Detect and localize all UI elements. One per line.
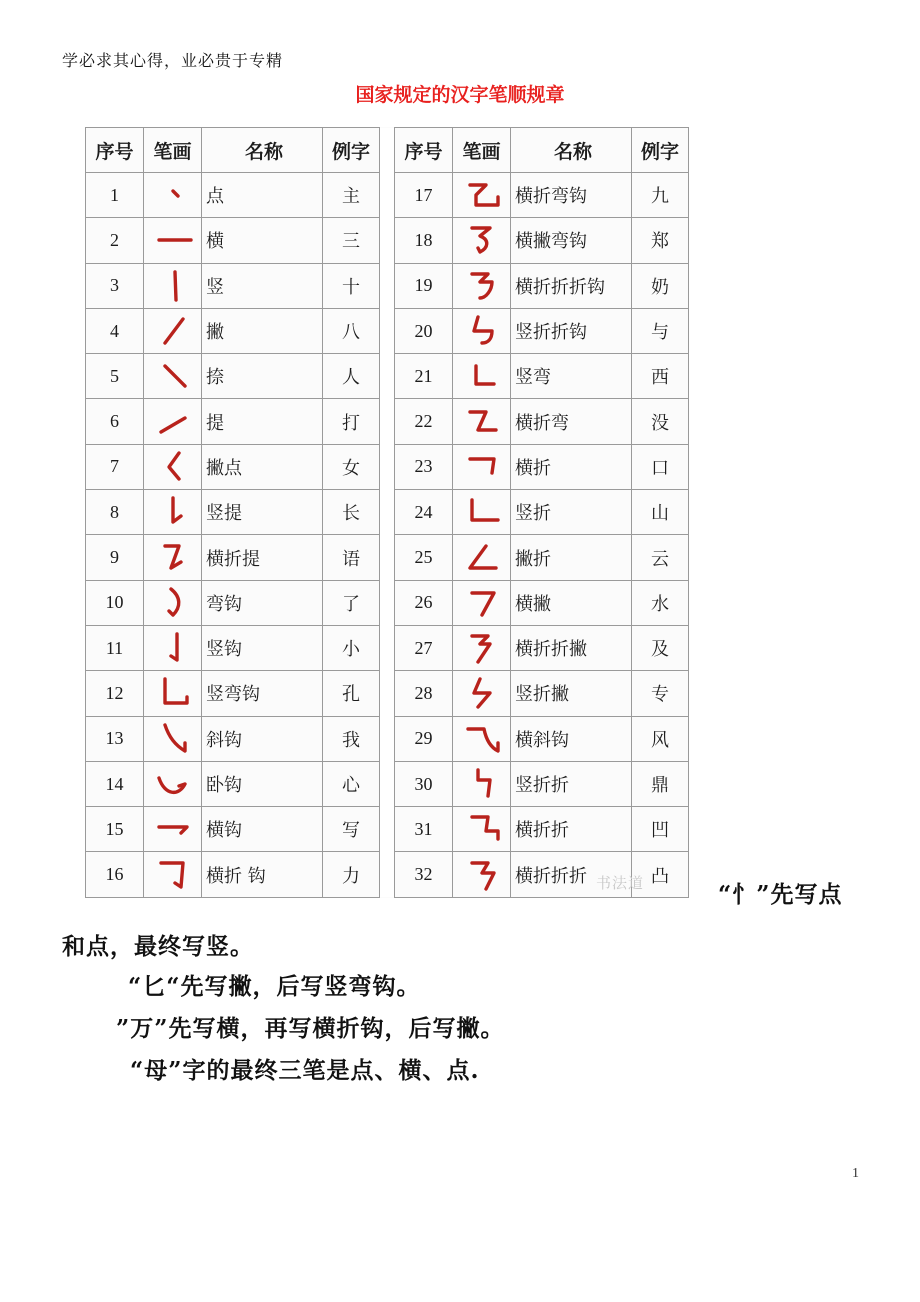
stroke-number-right: 25	[395, 535, 453, 580]
stroke-number: 11	[86, 625, 144, 670]
example-character-right: 西	[632, 354, 689, 399]
example-character-right: 专	[632, 671, 689, 716]
stroke-number-right: 32	[395, 852, 453, 897]
example-character: 三	[323, 218, 380, 263]
table-gap	[380, 716, 395, 761]
stroke-name-right: 竖折折钩	[511, 308, 632, 353]
stroke-glyph-cell	[144, 535, 202, 580]
dian-stroke-icon	[151, 177, 195, 213]
table-gap	[380, 490, 395, 535]
stroke-glyph-cell	[144, 716, 202, 761]
henggou-stroke-icon	[151, 811, 195, 847]
stroke-number: 9	[86, 535, 144, 580]
hengzhezhepie-stroke-icon	[460, 630, 504, 666]
example-character: 力	[323, 852, 380, 897]
stroke-number-right: 23	[395, 444, 453, 489]
example-character-right: 与	[632, 308, 689, 353]
stroke-glyph-cell-right	[453, 354, 511, 399]
stroke-name-right: 横折	[511, 444, 632, 489]
table-gap	[380, 128, 395, 173]
table-row	[86, 671, 689, 716]
header-number: 序号	[86, 128, 144, 173]
stroke-number: 10	[86, 580, 144, 625]
stroke-name-right: 横折折折钩	[511, 263, 632, 308]
page-title: 国家规定的汉字笔顺规章	[355, 84, 565, 106]
stroke-glyph-cell-right	[453, 852, 511, 897]
table-body	[86, 173, 689, 898]
example-character: 写	[323, 807, 380, 852]
table-gap	[380, 535, 395, 580]
stroke-glyph-cell	[144, 671, 202, 716]
table-gap	[380, 625, 395, 670]
header-example-right: 例字	[632, 128, 689, 173]
example-character-right: 没	[632, 399, 689, 444]
stroke-name-right: 横折弯	[511, 399, 632, 444]
watermark-text: 书法道	[596, 874, 645, 892]
stroke-number: 15	[86, 807, 144, 852]
example-character-right: 奶	[632, 263, 689, 308]
stroke-name-right: 横撇弯钩	[511, 218, 632, 263]
shuwan-stroke-icon	[460, 358, 504, 394]
stroke-glyph-cell-right	[453, 535, 511, 580]
example-character-right: 风	[632, 716, 689, 761]
table-row	[86, 490, 689, 535]
stroke-glyph-cell	[144, 308, 202, 353]
stroke-number: 8	[86, 490, 144, 535]
example-character-right: 口	[632, 444, 689, 489]
stroke-name: 横折提	[202, 535, 323, 580]
stroke-glyph-cell-right	[453, 716, 511, 761]
stroke-number: 7	[86, 444, 144, 489]
header-name-right: 名称	[511, 128, 632, 173]
hengzhezhezhegou-stroke-icon	[460, 268, 504, 304]
hengzhe-stroke-icon	[460, 449, 504, 485]
example-character: 了	[323, 580, 380, 625]
table-gap	[380, 444, 395, 489]
stroke-glyph-cell	[144, 490, 202, 535]
example-character: 女	[323, 444, 380, 489]
table-row	[86, 580, 689, 625]
example-character: 十	[323, 263, 380, 308]
table-row	[86, 761, 689, 806]
example-character: 人	[323, 354, 380, 399]
stroke-name: 撇	[202, 308, 323, 353]
stroke-name: 竖钩	[202, 625, 323, 670]
page-header-motto: 学必求其心得，业必贵于专精	[62, 51, 284, 70]
stroke-name: 横折 钩	[202, 852, 323, 897]
shuzhepie-stroke-icon	[460, 675, 504, 711]
table-row	[86, 444, 689, 489]
hengzhezhe-stroke-icon	[460, 811, 504, 847]
example-character: 孔	[323, 671, 380, 716]
stroke-number: 1	[86, 173, 144, 218]
stroke-number-right: 26	[395, 580, 453, 625]
text-line-2: 和点，最终写竖。	[62, 933, 254, 960]
stroke-glyph-cell-right	[453, 807, 511, 852]
example-character: 八	[323, 308, 380, 353]
table-row	[86, 625, 689, 670]
hengxiegou-stroke-icon	[460, 721, 504, 757]
header-example: 例字	[323, 128, 380, 173]
example-character-right: 及	[632, 625, 689, 670]
pie-stroke-icon	[151, 313, 195, 349]
wangou-stroke-icon	[151, 585, 195, 621]
wogou-stroke-icon	[151, 766, 195, 802]
stroke-name: 卧钩	[202, 761, 323, 806]
stroke-number-right: 19	[395, 263, 453, 308]
table-row	[86, 716, 689, 761]
stroke-number-right: 24	[395, 490, 453, 535]
header-name: 名称	[202, 128, 323, 173]
stroke-glyph-cell-right	[453, 671, 511, 716]
stroke-glyph-cell-right	[453, 218, 511, 263]
stroke-number: 2	[86, 218, 144, 263]
stroke-name: 撇点	[202, 444, 323, 489]
stroke-glyph-cell-right	[453, 263, 511, 308]
table-gap	[380, 173, 395, 218]
piezhe-stroke-icon	[460, 540, 504, 576]
stroke-name-right: 横折折	[511, 807, 632, 852]
table-gap	[380, 807, 395, 852]
stroke-number-right: 17	[395, 173, 453, 218]
stroke-name: 弯钩	[202, 580, 323, 625]
stroke-glyph-cell	[144, 807, 202, 852]
shuzhezhegou-stroke-icon	[460, 313, 504, 349]
stroke-name: 横钩	[202, 807, 323, 852]
stroke-name-right: 横斜钩	[511, 716, 632, 761]
piedian-stroke-icon	[151, 449, 195, 485]
table-gap	[380, 308, 395, 353]
stroke-number: 14	[86, 761, 144, 806]
table-row	[86, 263, 689, 308]
stroke-name-right: 横折弯钩	[511, 173, 632, 218]
header-stroke-right: 笔画	[453, 128, 511, 173]
table-row	[86, 354, 689, 399]
shu-stroke-icon	[151, 268, 195, 304]
stroke-number-right: 28	[395, 671, 453, 716]
table-row	[86, 535, 689, 580]
stroke-glyph-cell	[144, 354, 202, 399]
example-character: 主	[323, 173, 380, 218]
stroke-order-table	[85, 127, 689, 898]
stroke-name: 捺	[202, 354, 323, 399]
hengpie-stroke-icon	[460, 585, 504, 621]
hengzhewangou-stroke-icon	[460, 177, 504, 213]
hengzhezhezhe-stroke-icon	[460, 857, 504, 893]
stroke-name: 竖	[202, 263, 323, 308]
shugou-stroke-icon	[151, 630, 195, 666]
example-character: 心	[323, 761, 380, 806]
stroke-name-right: 横折折撇	[511, 625, 632, 670]
stroke-name-right: 横折折折	[511, 852, 632, 897]
header-stroke: 笔画	[144, 128, 202, 173]
text-line-1-tail: “忄”先写点	[718, 881, 843, 908]
stroke-glyph-cell	[144, 580, 202, 625]
stroke-name-right: 横撇	[511, 580, 632, 625]
stroke-glyph-cell	[144, 218, 202, 263]
stroke-number-right: 20	[395, 308, 453, 353]
hengzhewan-stroke-icon	[460, 404, 504, 440]
table-row	[86, 308, 689, 353]
example-character-right: 九	[632, 173, 689, 218]
header-number-right: 序号	[395, 128, 453, 173]
stroke-name: 竖提	[202, 490, 323, 535]
stroke-glyph-cell-right	[453, 625, 511, 670]
stroke-glyph-cell-right	[453, 173, 511, 218]
example-character: 长	[323, 490, 380, 535]
hengpiewangou-stroke-icon	[460, 222, 504, 258]
table-gap	[380, 263, 395, 308]
stroke-glyph-cell	[144, 852, 202, 897]
stroke-number: 12	[86, 671, 144, 716]
table-gap	[380, 852, 395, 897]
stroke-name-right: 撇折	[511, 535, 632, 580]
table-row	[86, 173, 689, 218]
example-character-right: 凹	[632, 807, 689, 852]
page-number: 1	[852, 1166, 859, 1181]
table-header-row	[86, 128, 689, 173]
table-gap	[380, 218, 395, 263]
text-line-5: “母”字的最终三笔是点、横、点.	[130, 1057, 480, 1084]
stroke-glyph-cell-right	[453, 490, 511, 535]
text-line-3: “匕“先写撇，后写竖弯钩。	[128, 973, 421, 1000]
stroke-number: 3	[86, 263, 144, 308]
stroke-glyph-cell	[144, 444, 202, 489]
table-row	[86, 218, 689, 263]
stroke-number-right: 31	[395, 807, 453, 852]
stroke-name: 点	[202, 173, 323, 218]
example-character-right: 郑	[632, 218, 689, 263]
shuzhezhe-stroke-icon	[460, 766, 504, 802]
stroke-number-right: 29	[395, 716, 453, 761]
stroke-number: 6	[86, 399, 144, 444]
na-stroke-icon	[151, 358, 195, 394]
example-character-right: 鼎	[632, 761, 689, 806]
stroke-number: 5	[86, 354, 144, 399]
stroke-glyph-cell-right	[453, 761, 511, 806]
stroke-glyph-cell	[144, 761, 202, 806]
example-character-right: 凸	[632, 852, 689, 897]
stroke-name-right: 竖折折	[511, 761, 632, 806]
stroke-number-right: 27	[395, 625, 453, 670]
stroke-number-right: 21	[395, 354, 453, 399]
example-character-right: 水	[632, 580, 689, 625]
stroke-number: 13	[86, 716, 144, 761]
stroke-glyph-cell	[144, 173, 202, 218]
table-gap	[380, 761, 395, 806]
stroke-glyph-cell-right	[453, 580, 511, 625]
table-gap	[380, 671, 395, 716]
stroke-number-right: 22	[395, 399, 453, 444]
example-character-right: 云	[632, 535, 689, 580]
stroke-glyph-cell-right	[453, 308, 511, 353]
stroke-name: 提	[202, 399, 323, 444]
example-character: 打	[323, 399, 380, 444]
stroke-glyph-cell-right	[453, 444, 511, 489]
shuzhe-stroke-icon	[460, 494, 504, 530]
shuwangou-stroke-icon	[151, 675, 195, 711]
example-character: 我	[323, 716, 380, 761]
stroke-glyph-cell-right	[453, 399, 511, 444]
stroke-glyph-cell	[144, 399, 202, 444]
stroke-number-right: 30	[395, 761, 453, 806]
example-character: 语	[323, 535, 380, 580]
stroke-name-right: 竖折撇	[511, 671, 632, 716]
example-character-right: 山	[632, 490, 689, 535]
stroke-number: 16	[86, 852, 144, 897]
hengzheti-stroke-icon	[151, 540, 195, 576]
table-row	[86, 807, 689, 852]
heng-stroke-icon	[151, 222, 195, 258]
table-gap	[380, 580, 395, 625]
example-character: 小	[323, 625, 380, 670]
stroke-glyph-cell	[144, 625, 202, 670]
shuti-stroke-icon	[151, 494, 195, 530]
stroke-name: 斜钩	[202, 716, 323, 761]
ti-stroke-icon	[151, 404, 195, 440]
stroke-name-right: 竖折	[511, 490, 632, 535]
hengzhegou-stroke-icon	[151, 857, 195, 893]
table-row	[86, 399, 689, 444]
xiegou-stroke-icon	[151, 721, 195, 757]
stroke-name-right: 竖弯	[511, 354, 632, 399]
stroke-number-right: 18	[395, 218, 453, 263]
text-line-4: ”万”先写横，再写横折钩，后写撇。	[116, 1015, 505, 1042]
table-gap	[380, 354, 395, 399]
stroke-name: 竖弯钩	[202, 671, 323, 716]
table-gap	[380, 399, 395, 444]
stroke-glyph-cell	[144, 263, 202, 308]
stroke-number: 4	[86, 308, 144, 353]
stroke-name: 横	[202, 218, 323, 263]
